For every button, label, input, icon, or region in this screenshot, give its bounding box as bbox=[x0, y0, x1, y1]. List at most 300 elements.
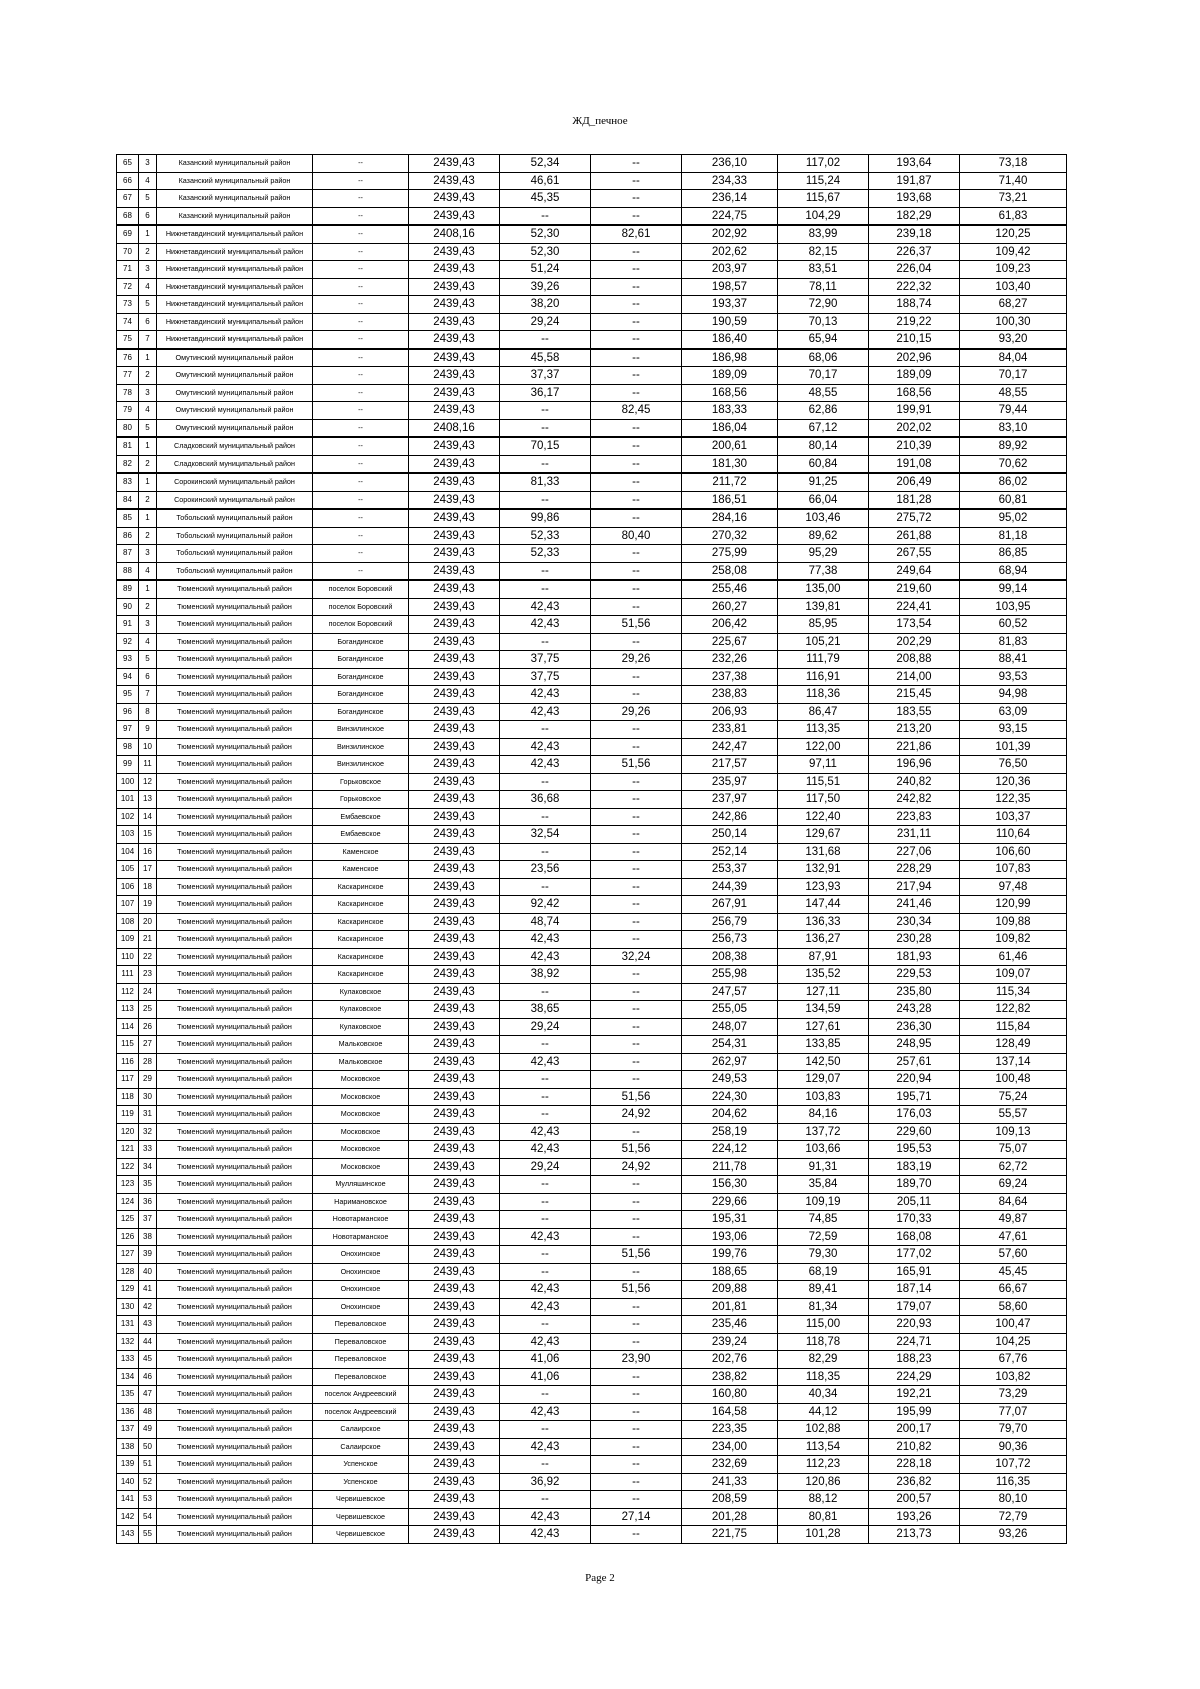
row-index-cell: 112 bbox=[117, 983, 139, 1001]
value-cell-3: -- bbox=[591, 1176, 682, 1194]
value-cell-6: 188,74 bbox=[869, 296, 960, 314]
value-cell-6: 241,46 bbox=[869, 896, 960, 914]
value-cell-5: 122,00 bbox=[778, 738, 869, 756]
table-row bbox=[117, 1036, 1067, 1054]
value-cell-7: 116,35 bbox=[960, 1473, 1067, 1491]
value-cell-5: 68,19 bbox=[778, 1263, 869, 1281]
group-index-cell: 4 bbox=[139, 633, 157, 651]
group-index-cell: 50 bbox=[139, 1438, 157, 1456]
value-cell-2: 42,43 bbox=[500, 931, 591, 949]
value-cell-4: 186,98 bbox=[682, 349, 778, 367]
settlement-cell: -- bbox=[313, 527, 409, 545]
value-cell-3: -- bbox=[591, 155, 682, 173]
value-cell-6: 219,22 bbox=[869, 313, 960, 331]
settlement-cell: Московское bbox=[313, 1106, 409, 1124]
value-cell-7: 109,07 bbox=[960, 966, 1067, 984]
value-cell-6: 213,20 bbox=[869, 721, 960, 739]
value-cell-3: 27,14 bbox=[591, 1508, 682, 1526]
row-index-cell: 92 bbox=[117, 633, 139, 651]
value-cell-7: 93,20 bbox=[960, 331, 1067, 349]
value-cell-1: 2439,43 bbox=[409, 1298, 500, 1316]
value-cell-6: 267,55 bbox=[869, 545, 960, 563]
table-row bbox=[117, 455, 1067, 473]
row-index-cell: 135 bbox=[117, 1386, 139, 1404]
settlement-cell: -- bbox=[313, 278, 409, 296]
table-row bbox=[117, 1421, 1067, 1439]
value-cell-1: 2439,43 bbox=[409, 966, 500, 984]
settlement-cell: -- bbox=[313, 349, 409, 367]
value-cell-7: 110,64 bbox=[960, 826, 1067, 844]
value-cell-4: 258,19 bbox=[682, 1123, 778, 1141]
table-body bbox=[117, 155, 1067, 1544]
value-cell-6: 220,94 bbox=[869, 1071, 960, 1089]
value-cell-1: 2439,43 bbox=[409, 1246, 500, 1264]
district-cell: Тюменский муниципальный район bbox=[157, 686, 313, 704]
district-cell: Тюменский муниципальный район bbox=[157, 1421, 313, 1439]
district-cell: Тюменский муниципальный район bbox=[157, 1053, 313, 1071]
table-row bbox=[117, 402, 1067, 420]
value-cell-4: 211,72 bbox=[682, 473, 778, 491]
value-cell-2: -- bbox=[500, 562, 591, 580]
value-cell-1: 2439,43 bbox=[409, 1508, 500, 1526]
district-cell: Нижнетавдинский муниципальный район bbox=[157, 278, 313, 296]
value-cell-4: 186,04 bbox=[682, 419, 778, 437]
value-cell-4: 255,98 bbox=[682, 966, 778, 984]
value-cell-6: 199,91 bbox=[869, 402, 960, 420]
row-index-cell: 129 bbox=[117, 1281, 139, 1299]
settlement-cell: поселок Андреевский bbox=[313, 1386, 409, 1404]
value-cell-1: 2439,43 bbox=[409, 598, 500, 616]
group-index-cell: 19 bbox=[139, 896, 157, 914]
value-cell-4: 250,14 bbox=[682, 826, 778, 844]
value-cell-5: 136,27 bbox=[778, 931, 869, 949]
group-index-cell: 20 bbox=[139, 913, 157, 931]
value-cell-7: 109,23 bbox=[960, 261, 1067, 279]
value-cell-4: 195,31 bbox=[682, 1211, 778, 1229]
table-row bbox=[117, 1263, 1067, 1281]
district-cell: Нижнетавдинский муниципальный район bbox=[157, 313, 313, 331]
value-cell-2: 42,43 bbox=[500, 1228, 591, 1246]
value-cell-1: 2439,43 bbox=[409, 1281, 500, 1299]
value-cell-2: 42,43 bbox=[500, 1053, 591, 1071]
row-index-cell: 96 bbox=[117, 703, 139, 721]
value-cell-1: 2439,43 bbox=[409, 931, 500, 949]
value-cell-1: 2439,43 bbox=[409, 455, 500, 473]
value-cell-3: -- bbox=[591, 966, 682, 984]
value-cell-6: 191,08 bbox=[869, 455, 960, 473]
district-cell: Тюменский муниципальный район bbox=[157, 1263, 313, 1281]
district-cell: Сладковский муниципальный район bbox=[157, 437, 313, 455]
value-cell-6: 181,28 bbox=[869, 491, 960, 509]
settlement-cell: Переваловское bbox=[313, 1351, 409, 1369]
table-row bbox=[117, 1473, 1067, 1491]
value-cell-2: 38,92 bbox=[500, 966, 591, 984]
table-row bbox=[117, 913, 1067, 931]
value-cell-7: 49,87 bbox=[960, 1211, 1067, 1229]
value-cell-1: 2439,43 bbox=[409, 1351, 500, 1369]
value-cell-7: 72,79 bbox=[960, 1508, 1067, 1526]
value-cell-1: 2439,43 bbox=[409, 1123, 500, 1141]
value-cell-6: 217,94 bbox=[869, 878, 960, 896]
value-cell-5: 72,59 bbox=[778, 1228, 869, 1246]
table-row bbox=[117, 1298, 1067, 1316]
group-index-cell: 47 bbox=[139, 1386, 157, 1404]
value-cell-7: 60,81 bbox=[960, 491, 1067, 509]
value-cell-5: 97,11 bbox=[778, 756, 869, 774]
value-cell-4: 262,97 bbox=[682, 1053, 778, 1071]
row-index-cell: 119 bbox=[117, 1106, 139, 1124]
settlement-cell: Онохинское bbox=[313, 1281, 409, 1299]
district-cell: Казанский муниципальный район bbox=[157, 172, 313, 190]
value-cell-1: 2439,43 bbox=[409, 207, 500, 225]
row-index-cell: 108 bbox=[117, 913, 139, 931]
value-cell-3: 51,56 bbox=[591, 1088, 682, 1106]
row-index-cell: 95 bbox=[117, 686, 139, 704]
table-row bbox=[117, 1228, 1067, 1246]
value-cell-6: 191,87 bbox=[869, 172, 960, 190]
value-cell-3: 51,56 bbox=[591, 616, 682, 634]
settlement-cell: -- bbox=[313, 402, 409, 420]
value-cell-7: 100,30 bbox=[960, 313, 1067, 331]
value-cell-2: 52,33 bbox=[500, 527, 591, 545]
value-cell-3: -- bbox=[591, 367, 682, 385]
value-cell-1: 2439,43 bbox=[409, 261, 500, 279]
district-cell: Тюменский муниципальный район bbox=[157, 878, 313, 896]
value-cell-2: 52,30 bbox=[500, 243, 591, 261]
value-cell-2: -- bbox=[500, 1071, 591, 1089]
table-row bbox=[117, 983, 1067, 1001]
value-cell-3: -- bbox=[591, 491, 682, 509]
group-index-cell: 3 bbox=[139, 155, 157, 173]
group-index-cell: 36 bbox=[139, 1193, 157, 1211]
value-cell-7: 90,36 bbox=[960, 1438, 1067, 1456]
value-cell-3: -- bbox=[591, 896, 682, 914]
value-cell-4: 248,07 bbox=[682, 1018, 778, 1036]
value-cell-4: 202,62 bbox=[682, 243, 778, 261]
value-cell-1: 2439,43 bbox=[409, 491, 500, 509]
value-cell-5: 44,12 bbox=[778, 1403, 869, 1421]
value-cell-3: -- bbox=[591, 1123, 682, 1141]
value-cell-4: 217,57 bbox=[682, 756, 778, 774]
row-index-cell: 139 bbox=[117, 1456, 139, 1474]
group-index-cell: 3 bbox=[139, 545, 157, 563]
table-row bbox=[117, 1526, 1067, 1544]
value-cell-4: 237,38 bbox=[682, 668, 778, 686]
value-cell-2: 42,43 bbox=[500, 1526, 591, 1544]
settlement-cell: -- bbox=[313, 384, 409, 402]
group-index-cell: 2 bbox=[139, 455, 157, 473]
district-cell: Казанский муниципальный район bbox=[157, 155, 313, 173]
value-cell-5: 134,59 bbox=[778, 1001, 869, 1019]
value-cell-1: 2439,43 bbox=[409, 1088, 500, 1106]
row-index-cell: 138 bbox=[117, 1438, 139, 1456]
value-cell-7: 73,29 bbox=[960, 1386, 1067, 1404]
district-cell: Тюменский муниципальный район bbox=[157, 826, 313, 844]
group-index-cell: 9 bbox=[139, 721, 157, 739]
group-index-cell: 40 bbox=[139, 1263, 157, 1281]
value-cell-2: 48,74 bbox=[500, 913, 591, 931]
value-cell-2: 42,43 bbox=[500, 1403, 591, 1421]
district-cell: Тобольский муниципальный район bbox=[157, 545, 313, 563]
value-cell-1: 2408,16 bbox=[409, 225, 500, 243]
district-cell: Казанский муниципальный район bbox=[157, 190, 313, 208]
value-cell-4: 235,97 bbox=[682, 773, 778, 791]
group-index-cell: 6 bbox=[139, 668, 157, 686]
value-cell-6: 224,41 bbox=[869, 598, 960, 616]
value-cell-6: 219,60 bbox=[869, 580, 960, 598]
group-index-cell: 5 bbox=[139, 651, 157, 669]
value-cell-5: 82,29 bbox=[778, 1351, 869, 1369]
group-index-cell: 1 bbox=[139, 580, 157, 598]
group-index-cell: 37 bbox=[139, 1211, 157, 1229]
value-cell-5: 89,62 bbox=[778, 527, 869, 545]
row-index-cell: 84 bbox=[117, 491, 139, 509]
row-index-cell: 66 bbox=[117, 172, 139, 190]
value-cell-6: 222,32 bbox=[869, 278, 960, 296]
value-cell-4: 181,30 bbox=[682, 455, 778, 473]
value-cell-7: 57,60 bbox=[960, 1246, 1067, 1264]
value-cell-5: 117,50 bbox=[778, 791, 869, 809]
table-row bbox=[117, 826, 1067, 844]
value-cell-7: 120,25 bbox=[960, 225, 1067, 243]
row-index-cell: 97 bbox=[117, 721, 139, 739]
district-cell: Тюменский муниципальный район bbox=[157, 1508, 313, 1526]
value-cell-3: 82,61 bbox=[591, 225, 682, 243]
value-cell-7: 70,62 bbox=[960, 455, 1067, 473]
table-row bbox=[117, 1281, 1067, 1299]
value-cell-7: 106,60 bbox=[960, 843, 1067, 861]
table-row bbox=[117, 367, 1067, 385]
value-cell-7: 61,83 bbox=[960, 207, 1067, 225]
value-cell-5: 91,31 bbox=[778, 1158, 869, 1176]
value-cell-6: 224,71 bbox=[869, 1333, 960, 1351]
settlement-cell: Богандинское bbox=[313, 686, 409, 704]
settlement-cell: -- bbox=[313, 545, 409, 563]
value-cell-1: 2439,43 bbox=[409, 1106, 500, 1124]
table-row bbox=[117, 527, 1067, 545]
value-cell-4: 208,38 bbox=[682, 948, 778, 966]
row-index-cell: 118 bbox=[117, 1088, 139, 1106]
district-cell: Тюменский муниципальный район bbox=[157, 1316, 313, 1334]
value-cell-1: 2439,43 bbox=[409, 243, 500, 261]
value-cell-4: 221,75 bbox=[682, 1526, 778, 1544]
value-cell-4: 193,37 bbox=[682, 296, 778, 314]
value-cell-7: 103,40 bbox=[960, 278, 1067, 296]
value-cell-6: 230,28 bbox=[869, 931, 960, 949]
value-cell-3: -- bbox=[591, 1386, 682, 1404]
value-cell-2: 41,06 bbox=[500, 1351, 591, 1369]
value-cell-6: 257,61 bbox=[869, 1053, 960, 1071]
settlement-cell: Богандинское bbox=[313, 651, 409, 669]
value-cell-2: 42,43 bbox=[500, 1141, 591, 1159]
value-cell-2: 45,35 bbox=[500, 190, 591, 208]
value-cell-2: -- bbox=[500, 721, 591, 739]
value-cell-3: 23,90 bbox=[591, 1351, 682, 1369]
district-cell: Тобольский муниципальный район bbox=[157, 509, 313, 527]
district-cell: Сорокинский муниципальный район bbox=[157, 491, 313, 509]
value-cell-3: 24,92 bbox=[591, 1158, 682, 1176]
value-cell-7: 69,24 bbox=[960, 1176, 1067, 1194]
row-index-cell: 124 bbox=[117, 1193, 139, 1211]
district-cell: Нижнетавдинский муниципальный район bbox=[157, 296, 313, 314]
row-index-cell: 137 bbox=[117, 1421, 139, 1439]
settlement-cell: Новотарманское bbox=[313, 1228, 409, 1246]
settlement-cell: Ембаевское bbox=[313, 826, 409, 844]
value-cell-4: 223,35 bbox=[682, 1421, 778, 1439]
row-index-cell: 79 bbox=[117, 402, 139, 420]
group-index-cell: 43 bbox=[139, 1316, 157, 1334]
value-cell-7: 89,92 bbox=[960, 437, 1067, 455]
settlement-cell: Каскаринское bbox=[313, 948, 409, 966]
settlement-cell: Червишевское bbox=[313, 1526, 409, 1544]
value-cell-4: 206,93 bbox=[682, 703, 778, 721]
value-cell-6: 181,93 bbox=[869, 948, 960, 966]
value-cell-7: 115,34 bbox=[960, 983, 1067, 1001]
district-cell: Тюменский муниципальный район bbox=[157, 843, 313, 861]
value-cell-2: -- bbox=[500, 491, 591, 509]
value-cell-1: 2439,43 bbox=[409, 1403, 500, 1421]
value-cell-6: 202,96 bbox=[869, 349, 960, 367]
value-cell-3: -- bbox=[591, 861, 682, 879]
value-cell-1: 2439,43 bbox=[409, 791, 500, 809]
settlement-cell: -- bbox=[313, 313, 409, 331]
value-cell-1: 2439,43 bbox=[409, 1211, 500, 1229]
value-cell-2: -- bbox=[500, 419, 591, 437]
table-row bbox=[117, 1333, 1067, 1351]
value-cell-3: -- bbox=[591, 1036, 682, 1054]
value-cell-4: 186,51 bbox=[682, 491, 778, 509]
value-cell-1: 2439,43 bbox=[409, 1141, 500, 1159]
value-cell-5: 109,19 bbox=[778, 1193, 869, 1211]
group-index-cell: 1 bbox=[139, 437, 157, 455]
table-row bbox=[117, 1088, 1067, 1106]
table-row bbox=[117, 861, 1067, 879]
group-index-cell: 1 bbox=[139, 509, 157, 527]
value-cell-7: 73,18 bbox=[960, 155, 1067, 173]
value-cell-2: 99,86 bbox=[500, 509, 591, 527]
value-cell-1: 2439,43 bbox=[409, 562, 500, 580]
settlement-cell: Кулаковское bbox=[313, 1018, 409, 1036]
value-cell-2: 38,65 bbox=[500, 1001, 591, 1019]
value-cell-1: 2439,43 bbox=[409, 1333, 500, 1351]
value-cell-2: 42,43 bbox=[500, 1298, 591, 1316]
page-footer: Page 2 bbox=[585, 1572, 615, 1584]
value-cell-3: -- bbox=[591, 738, 682, 756]
group-index-cell: 1 bbox=[139, 225, 157, 243]
value-cell-5: 85,95 bbox=[778, 616, 869, 634]
group-index-cell: 23 bbox=[139, 966, 157, 984]
value-cell-3: -- bbox=[591, 931, 682, 949]
value-cell-7: 70,17 bbox=[960, 367, 1067, 385]
table-row bbox=[117, 1158, 1067, 1176]
table-row bbox=[117, 331, 1067, 349]
value-cell-6: 202,02 bbox=[869, 419, 960, 437]
value-cell-3: -- bbox=[591, 983, 682, 1001]
row-index-cell: 101 bbox=[117, 791, 139, 809]
value-cell-5: 113,35 bbox=[778, 721, 869, 739]
value-cell-2: 29,24 bbox=[500, 1158, 591, 1176]
value-cell-4: 256,73 bbox=[682, 931, 778, 949]
value-cell-5: 66,04 bbox=[778, 491, 869, 509]
value-cell-5: 118,36 bbox=[778, 686, 869, 704]
value-cell-5: 113,54 bbox=[778, 1438, 869, 1456]
value-cell-2: 36,92 bbox=[500, 1473, 591, 1491]
table-row bbox=[117, 473, 1067, 491]
settlement-cell: Каскаринское bbox=[313, 966, 409, 984]
value-cell-5: 112,23 bbox=[778, 1456, 869, 1474]
value-cell-3: -- bbox=[591, 1526, 682, 1544]
value-cell-7: 75,24 bbox=[960, 1088, 1067, 1106]
value-cell-5: 78,11 bbox=[778, 278, 869, 296]
value-cell-5: 129,07 bbox=[778, 1071, 869, 1089]
district-cell: Омутинский муниципальный район bbox=[157, 402, 313, 420]
table-row bbox=[117, 1491, 1067, 1509]
value-cell-6: 226,04 bbox=[869, 261, 960, 279]
value-cell-2: -- bbox=[500, 331, 591, 349]
value-cell-6: 182,29 bbox=[869, 207, 960, 225]
group-index-cell: 17 bbox=[139, 861, 157, 879]
table-row bbox=[117, 1071, 1067, 1089]
group-index-cell: 33 bbox=[139, 1141, 157, 1159]
settlement-cell: Онохинское bbox=[313, 1246, 409, 1264]
group-index-cell: 26 bbox=[139, 1018, 157, 1036]
value-cell-7: 107,83 bbox=[960, 861, 1067, 879]
row-index-cell: 115 bbox=[117, 1036, 139, 1054]
table-row bbox=[117, 1053, 1067, 1071]
row-index-cell: 71 bbox=[117, 261, 139, 279]
group-index-cell: 31 bbox=[139, 1106, 157, 1124]
district-cell: Нижнетавдинский муниципальный район bbox=[157, 331, 313, 349]
table-row bbox=[117, 562, 1067, 580]
value-cell-1: 2439,43 bbox=[409, 861, 500, 879]
table-row bbox=[117, 896, 1067, 914]
value-cell-2: 42,43 bbox=[500, 1281, 591, 1299]
group-index-cell: 46 bbox=[139, 1368, 157, 1386]
value-cell-1: 2439,43 bbox=[409, 1456, 500, 1474]
value-cell-5: 62,86 bbox=[778, 402, 869, 420]
group-index-cell: 4 bbox=[139, 278, 157, 296]
settlement-cell: -- bbox=[313, 172, 409, 190]
value-cell-6: 200,57 bbox=[869, 1491, 960, 1509]
group-index-cell: 32 bbox=[139, 1123, 157, 1141]
value-cell-1: 2439,43 bbox=[409, 826, 500, 844]
table-row bbox=[117, 155, 1067, 173]
value-cell-2: 38,20 bbox=[500, 296, 591, 314]
value-cell-4: 188,65 bbox=[682, 1263, 778, 1281]
group-index-cell: 21 bbox=[139, 931, 157, 949]
district-cell: Тюменский муниципальный район bbox=[157, 1228, 313, 1246]
row-index-cell: 114 bbox=[117, 1018, 139, 1036]
value-cell-7: 83,10 bbox=[960, 419, 1067, 437]
value-cell-3: -- bbox=[591, 791, 682, 809]
value-cell-7: 61,46 bbox=[960, 948, 1067, 966]
settlement-cell: Московское bbox=[313, 1158, 409, 1176]
value-cell-3: -- bbox=[591, 172, 682, 190]
table-row bbox=[117, 509, 1067, 527]
value-cell-6: 196,96 bbox=[869, 756, 960, 774]
table-row bbox=[117, 791, 1067, 809]
value-cell-2: 42,43 bbox=[500, 738, 591, 756]
district-cell: Нижнетавдинский муниципальный район bbox=[157, 225, 313, 243]
value-cell-1: 2439,43 bbox=[409, 1473, 500, 1491]
value-cell-1: 2439,43 bbox=[409, 1438, 500, 1456]
table-row bbox=[117, 261, 1067, 279]
row-index-cell: 68 bbox=[117, 207, 139, 225]
value-cell-5: 48,55 bbox=[778, 384, 869, 402]
settlement-cell: -- bbox=[313, 437, 409, 455]
value-cell-3: -- bbox=[591, 243, 682, 261]
settlement-cell: -- bbox=[313, 491, 409, 509]
